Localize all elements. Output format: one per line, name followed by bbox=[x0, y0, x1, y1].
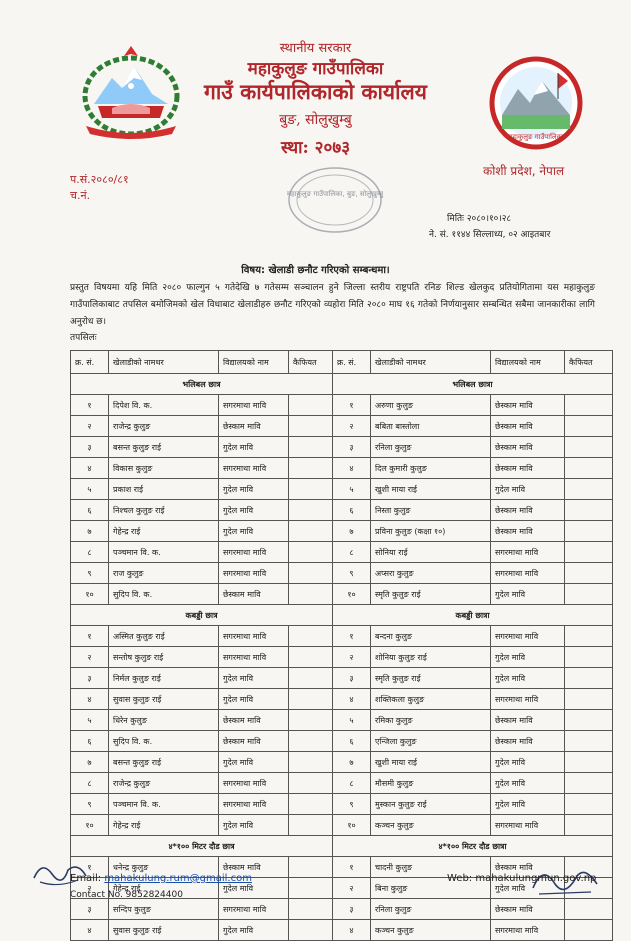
cell-school-name: छेस्काम मावि bbox=[491, 395, 565, 416]
header-line-office: गाउँ कार्यपालिकाको कार्यालय bbox=[204, 79, 427, 104]
cell-school-name: छेस्काम मावि bbox=[219, 416, 289, 437]
cell-remarks bbox=[289, 500, 333, 521]
details-label: तपसिलः bbox=[70, 333, 97, 343]
cell-school-name: सगरमाथा मावि bbox=[491, 815, 565, 836]
cell-player-name: प्रविना कुलुङ (कक्षा १०) bbox=[371, 521, 491, 542]
header-sn: क्र. सं. bbox=[333, 351, 371, 374]
cell-school-name: गुदेल मावि bbox=[491, 878, 565, 899]
cell-remarks bbox=[565, 437, 613, 458]
cell-remarks bbox=[289, 458, 333, 479]
cell-school-name: गुदेल मावि bbox=[491, 647, 565, 668]
cell-remarks bbox=[289, 437, 333, 458]
table-row bbox=[71, 542, 613, 563]
cell-player-name: कञ्चन कुलुङ bbox=[371, 815, 491, 836]
cell-school-name: छेस्काम मावि bbox=[219, 857, 289, 878]
cell-remarks bbox=[289, 773, 333, 794]
cell-school-name: गुदेल मावि bbox=[219, 437, 289, 458]
cell-remarks bbox=[565, 395, 613, 416]
section-title-left: भलिबल छात्र bbox=[71, 374, 333, 395]
cell-school-name: सगरमाथा मावि bbox=[219, 458, 289, 479]
table-row bbox=[71, 626, 613, 647]
cell-player-name: मुस्कान कुलुङ राई bbox=[371, 794, 491, 815]
cell-sn: ३ bbox=[333, 899, 371, 920]
cell-player-name: पञ्चमान वि. क. bbox=[109, 542, 219, 563]
cell-sn: ५ bbox=[333, 710, 371, 731]
cell-school-name: छेस्काम मावि bbox=[491, 731, 565, 752]
cell-sn: ४ bbox=[333, 689, 371, 710]
cell-player-name: सुदिप वि. क. bbox=[109, 731, 219, 752]
cell-sn: १० bbox=[333, 815, 371, 836]
cell-remarks bbox=[289, 668, 333, 689]
cell-school-name: सगरमाथा मावि bbox=[491, 563, 565, 584]
cell-player-name: राजेन्द्र कुलुङ bbox=[109, 773, 219, 794]
cell-sn: १० bbox=[71, 584, 109, 605]
signature-left bbox=[28, 852, 98, 892]
email-label: Email: bbox=[70, 873, 102, 884]
cell-player-name: सन्तोष कुलुङ राई bbox=[109, 647, 219, 668]
cell-sn: ८ bbox=[333, 542, 371, 563]
cell-remarks bbox=[565, 815, 613, 836]
header-player-name: खेलाडीको नामथर bbox=[109, 351, 219, 374]
cell-player-name: गेहेन्द्र राई bbox=[109, 878, 219, 899]
cell-remarks bbox=[289, 857, 333, 878]
cell-remarks bbox=[289, 731, 333, 752]
section-title-right: भलिबल छात्रा bbox=[333, 374, 613, 395]
cell-school-name: छेस्काम मावि bbox=[491, 416, 565, 437]
cell-school-name: गुदेल मावि bbox=[219, 668, 289, 689]
cell-player-name: कञ्चन कुलुङ bbox=[371, 920, 491, 941]
cell-school-name: सगरमाथा मावि bbox=[491, 689, 565, 710]
footer-email-line bbox=[70, 873, 252, 884]
section-header-row bbox=[71, 836, 613, 857]
cell-sn: ६ bbox=[333, 731, 371, 752]
cell-remarks bbox=[565, 689, 613, 710]
cell-sn: ७ bbox=[71, 752, 109, 773]
section-title-left: कबड्डी छात्र bbox=[71, 605, 333, 626]
cell-remarks bbox=[289, 710, 333, 731]
cell-school-name: सगरमाथा मावि bbox=[219, 647, 289, 668]
cell-remarks bbox=[565, 794, 613, 815]
section-title-left: ४*१०० मिटर दौड छात्र bbox=[71, 836, 333, 857]
cell-remarks bbox=[289, 416, 333, 437]
patra-sankhya: प.सं.२०८०/८१ bbox=[70, 173, 129, 186]
section-title-right: कबड्डी छात्रा bbox=[333, 605, 613, 626]
cell-remarks bbox=[289, 563, 333, 584]
cell-sn: ८ bbox=[333, 773, 371, 794]
cell-player-name: अस्मित कुलुङ राई bbox=[109, 626, 219, 647]
cell-sn: ४ bbox=[71, 458, 109, 479]
cell-sn: ७ bbox=[333, 521, 371, 542]
emblem-text: महाकुलुङ गाउँपालिका bbox=[508, 133, 564, 141]
header-line-local-government: स्थानीय सरकार bbox=[279, 41, 352, 56]
cell-player-name: दिपेश वि. क. bbox=[109, 395, 219, 416]
table-header-row bbox=[71, 351, 613, 374]
table-row bbox=[71, 815, 613, 836]
cell-player-name: शोनिया कुलुङ राई bbox=[371, 647, 491, 668]
cell-sn: ४ bbox=[71, 920, 109, 941]
cell-school-name: गुदेल मावि bbox=[491, 584, 565, 605]
cell-school-name: छेस्काम मावि bbox=[491, 500, 565, 521]
subject-line: विषय: खेलाडी छनौट गरिएको सम्बन्धमा। bbox=[241, 265, 390, 276]
table-row bbox=[71, 521, 613, 542]
cell-school-name: सगरमाथा मावि bbox=[219, 395, 289, 416]
cell-school-name: सगरमाथा मावि bbox=[491, 542, 565, 563]
cell-sn: ४ bbox=[333, 920, 371, 941]
cell-player-name: सोनिया राई bbox=[371, 542, 491, 563]
cell-school-name: गुदेल मावि bbox=[219, 752, 289, 773]
cell-player-name: स्मृति कुलुङ राई bbox=[371, 584, 491, 605]
cell-remarks bbox=[565, 668, 613, 689]
body-paragraph: प्रस्तुत विषयमा यहि मिति २०८० फाल्गुन ५ गतेदेखि ७ गतेसम्म सञ्चालन हुने जिल्ला स्तरीय राष्ट्रपति रनिङ शिल्ड खेलकुद प्रतियोगितामा यस महाकुलुङ गाउँपालिकाबाट तपसिल बमोजिमको खेल विधाबाट खेलाडीहरु छनौट गरिएको व्यहोरा मिति २०८० माघ १६ गतेको निर्णयानुसार सम्बन्धित सबैमा जानकारीका लागि अनुरोध छ। bbox=[70, 283, 595, 327]
cell-remarks bbox=[565, 500, 613, 521]
cell-player-name: धनेन्द्र कुलुङ bbox=[109, 857, 219, 878]
cell-remarks bbox=[289, 584, 333, 605]
table-row bbox=[71, 458, 613, 479]
cell-remarks bbox=[565, 773, 613, 794]
office-stamp bbox=[285, 160, 385, 240]
header-remarks: कैफियत bbox=[565, 351, 613, 374]
cell-sn: ८ bbox=[71, 773, 109, 794]
cell-sn: १ bbox=[71, 626, 109, 647]
cell-player-name: बबिता बास्तोला bbox=[371, 416, 491, 437]
cell-school-name: गुदेल मावि bbox=[491, 773, 565, 794]
cell-sn: ३ bbox=[71, 437, 109, 458]
table-row bbox=[71, 920, 613, 941]
section-header-row bbox=[71, 605, 613, 626]
cell-sn: ५ bbox=[71, 710, 109, 731]
cell-player-name: दिल कुमारी कुलुङ bbox=[371, 458, 491, 479]
cell-player-name: सन्दिप कुलुङ bbox=[109, 899, 219, 920]
cell-remarks bbox=[289, 395, 333, 416]
cell-school-name: सगरमाथा मावि bbox=[219, 542, 289, 563]
cell-remarks bbox=[565, 731, 613, 752]
cell-remarks bbox=[289, 794, 333, 815]
cell-player-name: बसन्त कुलुङ राई bbox=[109, 437, 219, 458]
cell-remarks bbox=[565, 458, 613, 479]
cell-sn: ६ bbox=[71, 731, 109, 752]
header-line-municipality: महाकुलुङ गाउँपालिका bbox=[247, 59, 384, 79]
cell-sn: १ bbox=[71, 857, 109, 878]
table-row bbox=[71, 479, 613, 500]
cell-school-name: छेस्काम मावि bbox=[219, 731, 289, 752]
cell-sn: ४ bbox=[71, 689, 109, 710]
cell-player-name: रनिला कुलुङ bbox=[371, 437, 491, 458]
cell-sn: १० bbox=[71, 815, 109, 836]
cell-sn: २ bbox=[333, 647, 371, 668]
table-row bbox=[71, 584, 613, 605]
cell-school-name: छेस्काम मावि bbox=[491, 521, 565, 542]
date-miti: मितिः २०८०।१०।२८ bbox=[447, 214, 512, 224]
section-title-right: ४*१०० मिटर दौड छात्रा bbox=[333, 836, 613, 857]
cell-school-name: गुदेल मावि bbox=[219, 500, 289, 521]
cell-sn: १० bbox=[333, 584, 371, 605]
cell-player-name: सुदिप वि. क. bbox=[109, 584, 219, 605]
cell-remarks bbox=[289, 752, 333, 773]
table-body bbox=[71, 374, 613, 941]
cell-school-name: सगरमाथा मावि bbox=[219, 899, 289, 920]
cell-remarks bbox=[565, 521, 613, 542]
cell-school-name: छेस्काम मावि bbox=[219, 584, 289, 605]
cell-player-name: धिरेन कुलुङ bbox=[109, 710, 219, 731]
cell-school-name: गुदेल मावि bbox=[219, 815, 289, 836]
cell-school-name: गुदेल मावि bbox=[491, 794, 565, 815]
cell-remarks bbox=[565, 542, 613, 563]
cell-sn: ८ bbox=[71, 542, 109, 563]
cell-player-name: निस्ता कुलुङ bbox=[371, 500, 491, 521]
cell-school-name: गुदेल मावि bbox=[491, 479, 565, 500]
header-school-name: विद्यालयको नाम bbox=[219, 351, 289, 374]
cell-remarks bbox=[565, 563, 613, 584]
cell-remarks bbox=[289, 647, 333, 668]
cell-player-name: एन्जिला कुलुङ bbox=[371, 731, 491, 752]
cell-sn: ५ bbox=[333, 479, 371, 500]
cell-sn: २ bbox=[333, 416, 371, 437]
cell-player-name: प्रकाश राई bbox=[109, 479, 219, 500]
cell-sn: ७ bbox=[333, 752, 371, 773]
cell-sn: ३ bbox=[71, 668, 109, 689]
cell-player-name: मौसमी कुलुङ bbox=[371, 773, 491, 794]
cell-sn: १ bbox=[71, 395, 109, 416]
cell-player-name: निश्चल कुलुङ राई bbox=[109, 500, 219, 521]
cell-sn: ९ bbox=[333, 563, 371, 584]
cell-school-name: गुदेल मावि bbox=[219, 479, 289, 500]
cell-sn: २ bbox=[71, 416, 109, 437]
table-row bbox=[71, 689, 613, 710]
cell-sn: १ bbox=[333, 395, 371, 416]
cell-sn: २ bbox=[333, 878, 371, 899]
cell-school-name: छेस्काम मावि bbox=[491, 437, 565, 458]
header-player-name: खेलाडीको नामथर bbox=[371, 351, 491, 374]
cell-sn: ४ bbox=[333, 458, 371, 479]
cell-player-name: गेहेन्द्र राई bbox=[109, 521, 219, 542]
section-header-row bbox=[71, 374, 613, 395]
cell-player-name: निर्मल कुलुङ राई bbox=[109, 668, 219, 689]
cell-remarks bbox=[289, 689, 333, 710]
table-row bbox=[71, 437, 613, 458]
cell-player-name: बन्दना कुलुङ bbox=[371, 626, 491, 647]
table-row bbox=[71, 500, 613, 521]
cell-player-name: चादनी कुलुङ bbox=[371, 857, 491, 878]
cell-school-name: गुदेल मावि bbox=[219, 878, 289, 899]
cell-sn: ९ bbox=[71, 794, 109, 815]
cell-player-name: सुवास कुलुङ राई bbox=[109, 920, 219, 941]
cell-sn: ६ bbox=[71, 500, 109, 521]
cell-player-name: खुशी माया राई bbox=[371, 479, 491, 500]
cell-remarks bbox=[289, 626, 333, 647]
cell-school-name: सगरमाथा मावि bbox=[219, 794, 289, 815]
cell-remarks bbox=[289, 479, 333, 500]
cell-player-name: राजेन्द्र कुलुङ bbox=[109, 416, 219, 437]
cell-remarks bbox=[565, 710, 613, 731]
cell-remarks bbox=[565, 416, 613, 437]
cell-school-name: छेस्काम मावि bbox=[491, 458, 565, 479]
cell-sn: ९ bbox=[333, 794, 371, 815]
header-remarks: कैफियत bbox=[289, 351, 333, 374]
table-row bbox=[71, 563, 613, 584]
cell-sn: २ bbox=[71, 878, 109, 899]
cell-remarks bbox=[565, 752, 613, 773]
cell-player-name: अरुणा कुलुङ bbox=[371, 395, 491, 416]
table-row bbox=[71, 395, 613, 416]
cell-remarks bbox=[289, 521, 333, 542]
cell-player-name: रमिका कुलुङ bbox=[371, 710, 491, 731]
cell-school-name: छेस्काम मावि bbox=[491, 857, 565, 878]
cell-player-name: राज कुलुङ bbox=[109, 563, 219, 584]
cell-school-name: सगरमाथा मावि bbox=[219, 626, 289, 647]
cell-player-name: पञ्चमान वि. क. bbox=[109, 794, 219, 815]
cell-school-name: गुदेल मावि bbox=[491, 668, 565, 689]
cell-school-name: गुदेल मावि bbox=[491, 752, 565, 773]
table-row bbox=[71, 731, 613, 752]
chalani-number: च.नं. bbox=[70, 189, 91, 202]
cell-sn: ५ bbox=[71, 479, 109, 500]
cell-school-name: छेस्काम मावि bbox=[219, 710, 289, 731]
cell-player-name: बसन्त कुलुङ राई bbox=[109, 752, 219, 773]
cell-player-name: सुवास कुलुङ राई bbox=[109, 689, 219, 710]
header-sn: क्र. सं. bbox=[71, 351, 109, 374]
cell-school-name: सगरमाथा मावि bbox=[491, 920, 565, 941]
table-row bbox=[71, 710, 613, 731]
cell-sn: ६ bbox=[333, 500, 371, 521]
header-line-established: स्था: २०७३ bbox=[280, 138, 351, 158]
cell-player-name: अप्सरा कुलुङ bbox=[371, 563, 491, 584]
cell-sn: ३ bbox=[71, 899, 109, 920]
cell-school-name: सगरमाथा मावि bbox=[491, 626, 565, 647]
cell-sn: १ bbox=[333, 626, 371, 647]
cell-sn: २ bbox=[71, 647, 109, 668]
cell-school-name: गुदेल मावि bbox=[219, 521, 289, 542]
cell-sn: ३ bbox=[333, 437, 371, 458]
header-line-address: बुङ, सोलुखुम्बु bbox=[279, 112, 352, 128]
cell-remarks bbox=[565, 920, 613, 941]
province-text: कोशी प्रदेश, नेपाल bbox=[483, 164, 565, 178]
table-row bbox=[71, 647, 613, 668]
cell-player-name: गेहेन्द्र राई bbox=[109, 815, 219, 836]
stamp-text: महाकुलुङ गाउँपालिका, बुङ, सोलुखुम्बु bbox=[286, 190, 384, 198]
player-selection-table bbox=[70, 350, 613, 941]
cell-school-name: सगरमाथा मावि bbox=[219, 563, 289, 584]
email-link[interactable]: mahakulung.rum@gmail.com bbox=[104, 873, 252, 884]
cell-sn: ७ bbox=[71, 521, 109, 542]
cell-remarks bbox=[289, 899, 333, 920]
cell-remarks bbox=[289, 815, 333, 836]
cell-school-name: सगरमाथा मावि bbox=[219, 773, 289, 794]
table-row bbox=[71, 794, 613, 815]
cell-sn: ९ bbox=[71, 563, 109, 584]
cell-school-name: गुदेल मावि bbox=[219, 689, 289, 710]
cell-player-name: खुशी माया राई bbox=[371, 752, 491, 773]
cell-remarks bbox=[565, 479, 613, 500]
table-row bbox=[71, 668, 613, 689]
cell-sn: १ bbox=[333, 857, 371, 878]
cell-school-name: छेस्काम मावि bbox=[491, 710, 565, 731]
cell-remarks bbox=[565, 647, 613, 668]
footer-website[interactable]: Web: mahakulungmun.gov.np bbox=[447, 873, 597, 884]
cell-school-name: छेस्काम मावि bbox=[491, 899, 565, 920]
cell-remarks bbox=[289, 542, 333, 563]
cell-player-name: रनिला कुलुङ bbox=[371, 899, 491, 920]
table-row bbox=[71, 773, 613, 794]
cell-remarks bbox=[565, 626, 613, 647]
cell-remarks bbox=[289, 920, 333, 941]
cell-player-name: विकास कुलुङ bbox=[109, 458, 219, 479]
cell-remarks bbox=[289, 878, 333, 899]
cell-player-name: बिना कुलुङ bbox=[371, 878, 491, 899]
cell-player-name: स्मृति कुलुङ राई bbox=[371, 668, 491, 689]
table-row bbox=[71, 416, 613, 437]
cell-remarks bbox=[565, 584, 613, 605]
nepal-sambat-date: ने. सं. ११४४ सिल्लाध्य, ०२ आइतबार bbox=[429, 230, 551, 240]
cell-player-name: शक्तिकला कुलुङ bbox=[371, 689, 491, 710]
footer-contact: Contact No. 9852824400 bbox=[70, 890, 183, 900]
cell-school-name: गुदेल मावि bbox=[219, 920, 289, 941]
cell-sn: ३ bbox=[333, 668, 371, 689]
table-row bbox=[71, 752, 613, 773]
municipality-emblem-logo bbox=[488, 55, 584, 151]
header-school-name: विद्यालयको नाम bbox=[491, 351, 565, 374]
